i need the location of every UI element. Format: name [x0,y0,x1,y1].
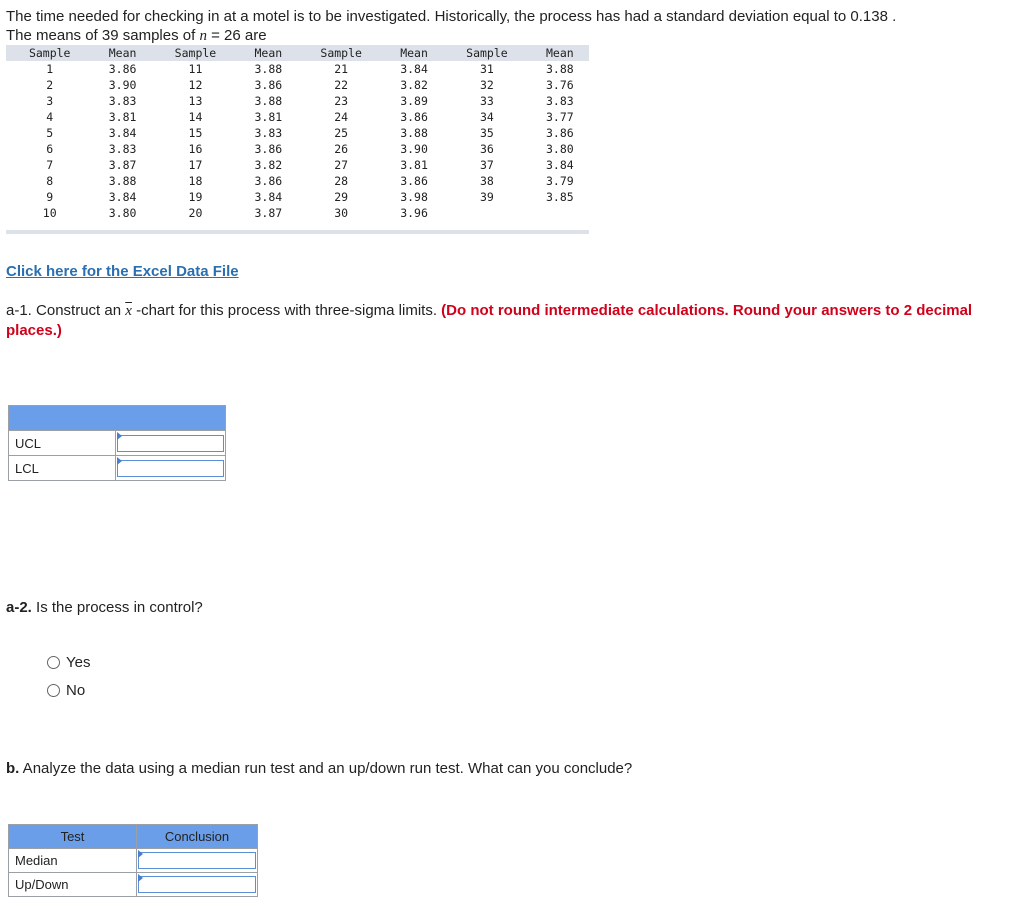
column-header: Mean [93,45,151,61]
sample-number-cell: 8 [46,174,54,188]
sample-number-cell: 21 [334,62,349,76]
sample-number-cell: 26 [334,142,349,156]
sample-mean-cell: 3.83 [545,94,574,108]
sample-number-cell: 3 [46,94,54,108]
table-row [6,93,589,109]
table-row [6,157,589,173]
table-row [6,205,589,221]
table-row [6,61,589,77]
table-row [6,125,589,141]
sample-mean-cell: 3.86 [254,142,283,156]
sample-number-cell: 19 [188,190,203,204]
lcl-cell [116,456,226,481]
control-limits-table [8,405,226,481]
sample-mean-cell: 3.96 [400,206,428,220]
sample-mean-cell: 3.81 [108,110,137,124]
updown-row [9,873,258,897]
sample-number-cell: 32 [479,78,494,92]
test-header: Test [9,825,137,849]
sample-mean-cell: 3.80 [108,206,137,220]
intro-line-1: The time needed for checking in at a motel is to be investigated. Historically, the process has had a standard deviation equal to 0.138 . [6,8,897,25]
sample-mean-cell: 3.83 [108,94,137,108]
sample-mean-cell: 3.86 [400,174,428,188]
sample-number-cell: 28 [334,174,349,188]
sample-mean-cell: 3.84 [108,126,137,140]
table-row [6,173,589,189]
sample-number-cell [443,205,530,221]
sample-number-cell: 36 [479,142,494,156]
question-a1: a-1. Construct an $\overline{x}$ -chart for this process with three-sigma limits. (Do not round intermediate calculations. Round your answers to 2 decimal places.) [6,302,973,339]
sample-mean-cell: 3.83 [254,126,283,140]
median-cell [137,849,258,873]
table-header-row [6,45,589,61]
lcl-row [9,456,226,481]
conclusion-header: Conclusion [137,825,258,849]
limits-header [9,406,226,431]
lcl-input[interactable] [117,460,224,477]
sample-mean-cell: 3.84 [254,190,283,204]
sample-mean-cell: 3.80 [545,142,574,156]
table-row [6,141,589,157]
updown-cell [137,873,258,897]
sample-number-cell: 24 [334,110,349,124]
sample-number-cell: 18 [188,174,203,188]
sample-number-cell: 2 [46,78,54,92]
sample-number-cell: 11 [188,62,203,76]
sample-mean-cell: 3.77 [545,110,574,124]
sample-mean-cell: 3.83 [108,142,137,156]
sample-number-cell: 1 [46,62,54,76]
x-bar-symbol: $\overline{x}$ [125,303,132,319]
updown-conclusion-input[interactable] [138,876,256,893]
ucl-row [9,431,226,456]
sample-number-cell: 31 [479,62,494,76]
sample-mean-cell: 3.86 [545,126,574,140]
sample-number-cell: 20 [188,206,203,220]
radio-circle-icon[interactable] [47,656,60,669]
sample-mean-cell: 3.87 [254,206,283,220]
sample-mean-cell: 3.86 [400,110,428,124]
sample-number-cell: 22 [334,78,349,92]
sample-mean-cell: 3.84 [545,158,574,172]
sample-mean-cell: 3.88 [545,62,574,76]
sample-mean-cell: 3.88 [254,62,283,76]
sample-number-cell: 33 [479,94,494,108]
sample-means-table [6,45,589,221]
sample-number-cell: 29 [334,190,349,204]
table-row [6,77,589,93]
run-tests-table [8,824,258,897]
sample-mean-cell: 3.87 [108,158,137,172]
sample-mean-cell: 3.82 [400,78,428,92]
sample-mean-cell: 3.84 [108,190,137,204]
column-header: Mean [239,45,297,61]
sample-number-cell: 10 [42,206,57,220]
sample-mean-cell: 3.85 [545,190,574,204]
run-tests-header-row [9,825,258,849]
sample-mean-cell: 3.86 [108,62,137,76]
lcl-label: LCL [9,456,116,481]
column-header: Sample [443,45,530,61]
sample-mean-cell: 3.88 [400,126,428,140]
median-label: Median [9,849,137,873]
sample-number-cell: 7 [46,158,54,172]
sample-mean-cell: 3.81 [400,158,428,172]
sample-number-cell: 23 [334,94,349,108]
column-header: Sample [297,45,384,61]
sample-number-cell: 35 [479,126,494,140]
sample-number-cell: 39 [479,190,494,204]
sample-number-cell: 17 [188,158,203,172]
sample-number-cell: 14 [188,110,203,124]
sample-mean-cell: 3.79 [545,174,574,188]
sample-number-cell: 25 [334,126,349,140]
updown-label: Up/Down [9,873,137,897]
sample-number-cell: 13 [188,94,203,108]
ucl-label: UCL [9,431,116,456]
radio-yes[interactable]: Yes [47,654,90,671]
radio-circle-icon[interactable] [47,684,60,697]
sample-number-cell: 5 [46,126,54,140]
sample-number-cell: 4 [46,110,54,124]
sample-mean-cell: 3.98 [400,190,428,204]
table-body [6,61,589,221]
problem-intro [6,7,896,46]
sample-number-cell: 6 [46,142,54,156]
sample-number-cell: 38 [479,174,494,188]
table-row [6,189,589,205]
sample-number-cell: 12 [188,78,203,92]
sample-mean-cell: 3.89 [400,94,428,108]
sample-mean-cell: 3.86 [254,78,283,92]
median-conclusion-input[interactable] [138,852,256,869]
sample-mean-cell: 3.88 [254,94,283,108]
sample-mean-cell: 3.88 [108,174,137,188]
excel-data-link[interactable]: Click here for the Excel Data File [6,263,239,280]
sample-number-cell: 30 [334,206,349,220]
ucl-cell [116,431,226,456]
sample-mean-cell: 3.84 [400,62,428,76]
column-header: Mean [531,45,589,61]
column-header: Mean [385,45,443,61]
sample-mean-cell: 3.86 [254,174,283,188]
sample-number-cell: 27 [334,158,349,172]
column-header: Sample [152,45,239,61]
question-b: b. Analyze the data using a median run test and an up/down run test. What can you conclude? [6,760,633,777]
sample-mean-cell: 3.90 [400,142,428,156]
table-bottom-rule [6,230,589,234]
sample-mean-cell: 3.81 [254,110,283,124]
table-row [6,109,589,125]
radio-no[interactable]: No [47,682,85,699]
sample-number-cell: 16 [188,142,203,156]
rounding-instruction: (Do not round intermediate calculations. Round your answers to 2 decimal places.) [6,302,973,339]
sample-number-cell: 37 [479,158,494,172]
median-row [9,849,258,873]
sample-number-cell: 34 [479,110,494,124]
sample-number-cell: 9 [46,190,54,204]
n-variable: n [199,28,207,44]
column-header: Sample [6,45,93,61]
sample-mean-cell: 3.90 [108,78,137,92]
question-a2: a-2. Is the process in control? [6,599,203,616]
ucl-input[interactable] [117,435,224,452]
intro-line-2: The means of 39 samples of n = 26 are [6,27,267,44]
sample-mean-cell: 3.76 [545,78,574,92]
sample-number-cell: 15 [188,126,203,140]
sample-mean-cell: 3.82 [254,158,283,172]
sample-mean-cell [531,205,589,221]
